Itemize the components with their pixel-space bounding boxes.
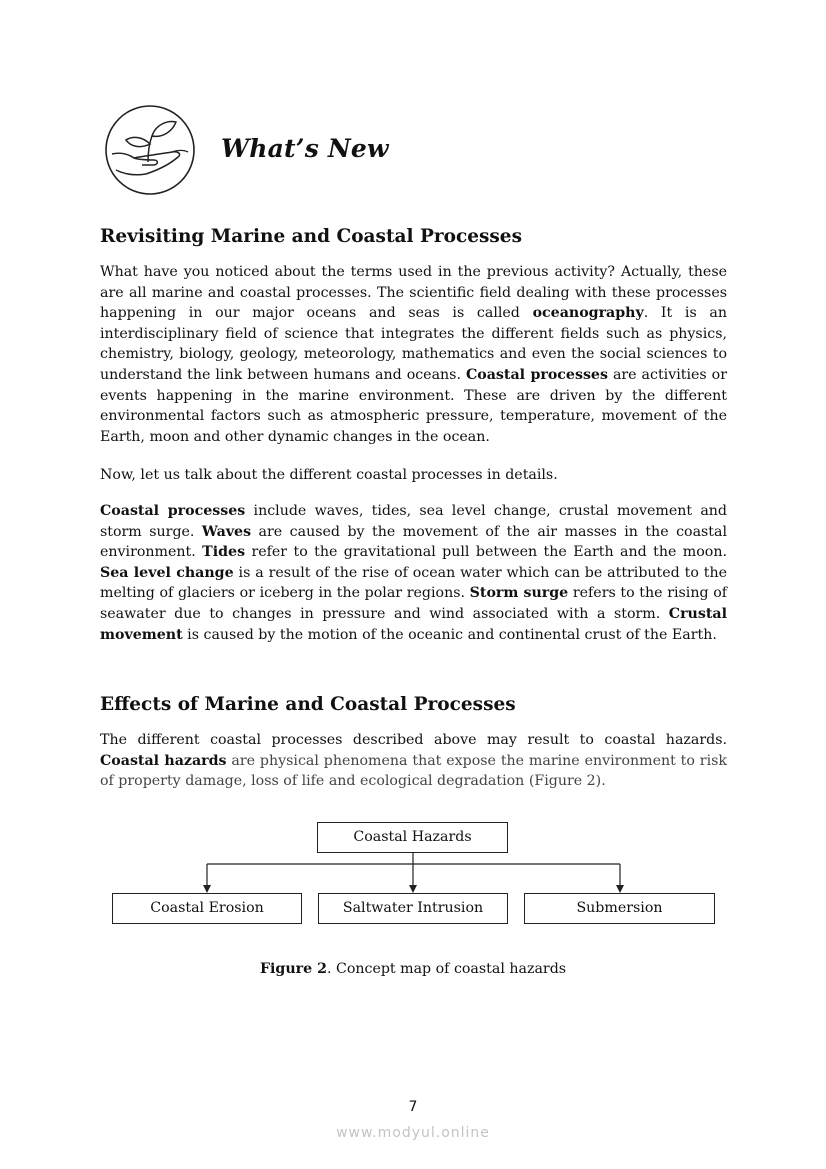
key-term: Storm surge [469, 585, 569, 602]
paragraph-coastal-processes: Coastal processes include waves, tides, sea level change, crustal movement and storm surge. Waves are caused by the movement of the air masses in the coastal environment. Tides refer to the gravitational pull between the Earth and the moon. Sea level change is a result of the rise of ocean water which can be attributed to the melting of glaciers or iceberg in the polar regions. Storm surge refers to the rising of seawater due to changes in pressure and wind associated with a storm. Crustal movement is caused by the motion of the oceanic and continental crust of the Earth. [100, 503, 728, 643]
arrowhead-right [616, 885, 624, 893]
page-number: 7 [408, 1099, 418, 1115]
hazards-intro: The different coastal processes described above may result to coastal hazards. [100, 732, 727, 748]
arrowhead-left [203, 885, 211, 893]
key-term: Waves [201, 523, 252, 540]
watermark: www.modyul.online [336, 1125, 490, 1141]
arrowhead-center [409, 885, 417, 893]
key-term: Coastal processes [465, 366, 608, 383]
section-heading-revisiting: Revisiting Marine and Coastal Processes [100, 226, 522, 247]
section-label: What’s New [221, 134, 389, 163]
paragraph-transition: Now, let us talk about the different coastal processes in details. [100, 467, 558, 483]
figure-caption-text: . Concept map of coastal hazards [326, 961, 567, 977]
figure-caption [100, 961, 726, 977]
key-term: Crustal movement [100, 605, 727, 643]
key-term: Sea level change [100, 564, 234, 581]
concept-child-box: Coastal Erosion [112, 893, 302, 924]
key-term: Tides [202, 544, 246, 561]
concept-child-box: Saltwater Intrusion [318, 893, 508, 924]
hazards-definition: are physical phenomena that expose the marine environment to risk of property damage, loss of life and ecological degradation (Figure 2). [100, 752, 727, 790]
key-term: oceanography [532, 305, 644, 322]
hazards-term: Coastal hazards [100, 752, 227, 769]
key-term: Coastal processes [100, 503, 246, 519]
concept-root-box: Coastal Hazards [317, 822, 508, 853]
concept-child-box: Submersion [524, 893, 715, 924]
figure-label: Figure 2 [259, 961, 327, 977]
section-heading-effects: Effects of Marine and Coastal Processes [100, 694, 516, 715]
paragraph-oceanography: What have you noticed about the terms used in the previous activity? Actually, these are all marine and coastal processes. The scientific field dealing with these processes happening in our major oceans and seas is called oceanography. It is an interdisciplinary field of science that integrates the different fields such as physics, chemistry, biology, geology, meteorology, mathematics and even the social sciences to understand the link between humans and oceans. Coastal processes are activities or events happening in the marine environment. These are driven by the different environmental factors such as atmospheric pressure, temperature, movement of the Earth, moon and other dynamic changes in the ocean. [100, 264, 727, 445]
